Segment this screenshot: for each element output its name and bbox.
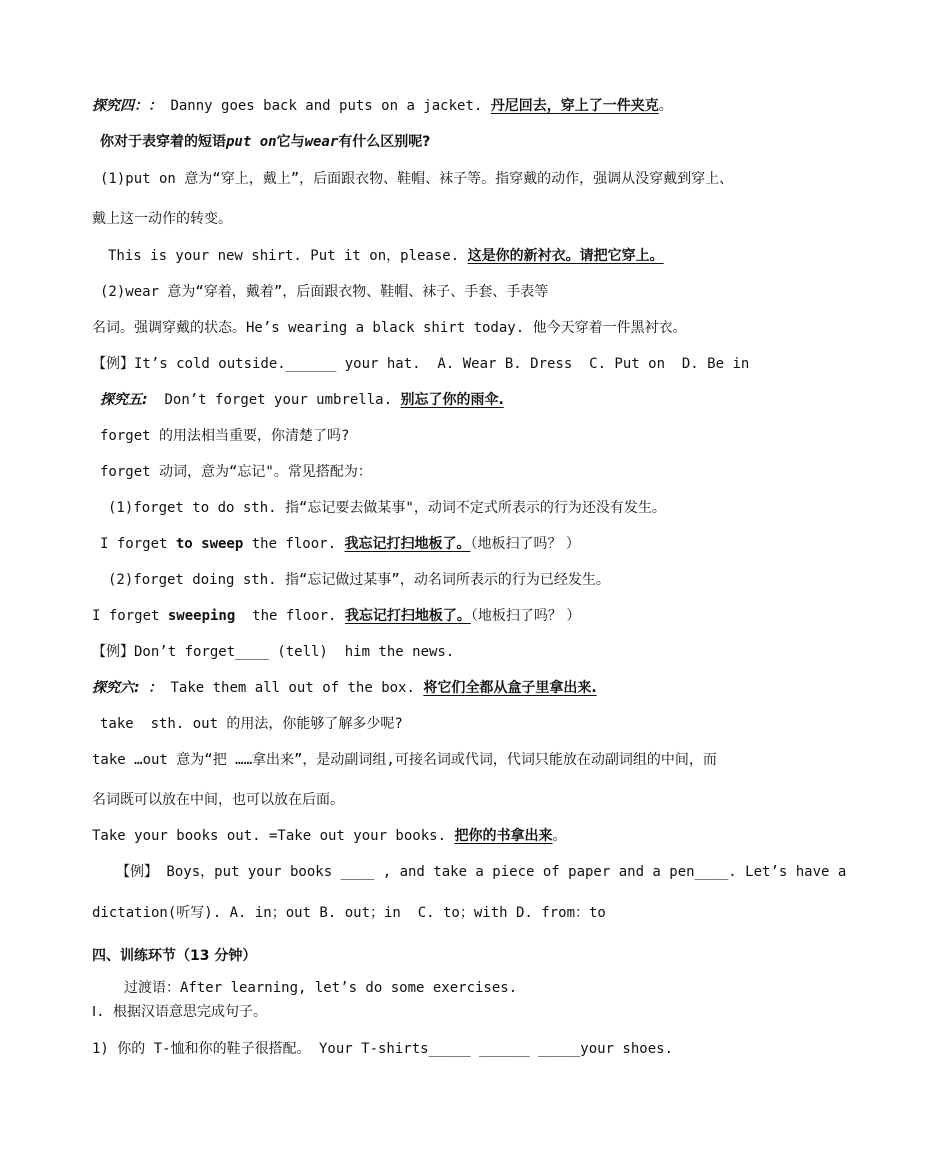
forget-definition: forget 动词，意为“忘记"。常见搭配为： [100, 464, 372, 480]
q1-part-b: put on [226, 134, 277, 150]
put-on-example-cn: 这是你的新衬衣。请把它穿上。 [467, 248, 664, 264]
section-6-label: 探究六: [92, 680, 140, 696]
section-4-line [92, 97, 673, 115]
take-out-example-cn: 把你的书拿出来 [454, 828, 553, 844]
q1-part-d: wear [304, 134, 339, 150]
section-6-translation: 将它们全都从盒子里拿出来. [423, 680, 597, 696]
part-1-instruction: Ⅰ. 根据汉语意思完成句子。 [92, 1004, 267, 1020]
forget-1-ex-note: （地板扫了吗？ ） [470, 536, 580, 552]
forget-1-ex-c: the floor. [243, 536, 345, 552]
q1-part-e: 有什么区别呢? [338, 134, 431, 150]
forget-2-ex-b: sweeping [167, 608, 236, 624]
forget-2-ex-a: I forget [92, 608, 168, 624]
q1-part-c: 它与 [276, 134, 305, 150]
exercise-item-1: 1) 你的 T-恤和你的鞋子很搭配。 Your T-shirts_____ ______ _____your shoes. [92, 1041, 674, 1057]
take-out-definition-line2: 名词既可以放在中间，也可以放在后面。 [92, 792, 344, 808]
section-4-heading: 四、训练环节（13 分钟） [92, 948, 257, 964]
section-5-english: Don’t forget your umbrella. [164, 392, 393, 408]
example-1: 【例】It’s cold outside.______ your hat. A. Wear B. Dress C. Put on D. Be in [92, 356, 750, 372]
forget-usage-2-example [92, 607, 580, 625]
example-3-line2: dictation(听写). A. in；out B. out；in C. to；with D. from：to [92, 905, 606, 921]
transition-line: 过渡语：After learning, let’s do some exercises. [124, 980, 518, 996]
take-out-example-en: Take your books out. =Take out your books. [92, 828, 447, 844]
section-4-end: 。 [658, 98, 673, 114]
put-on-question [100, 133, 430, 151]
wear-definition-line2: 名词。强调穿戴的状态。He’s wearing a black shirt today. 他今天穿着一件黑衬衣。 [92, 320, 687, 336]
forget-1-ex-a: I forget [100, 536, 176, 552]
take-out-example [92, 827, 566, 845]
put-on-example [108, 247, 664, 265]
forget-usage-1-example [100, 535, 580, 553]
section-6-colon: ： [139, 680, 163, 696]
section-4-label: 探究四：： [92, 98, 162, 114]
forget-usage-2: (2)forget doing sth. 指“忘记做过某事”，动名词所表示的行为已经发生。 [108, 572, 610, 588]
take-out-definition-line1: take …out 意为“把 ……拿出来”，是动副词组,可接名词或代词，代词只能放在动副词组的中间，而 [92, 752, 717, 768]
section-4-english: Danny goes back and puts on a jacket. [170, 98, 483, 114]
forget-1-ex-cn: 我忘记打扫地板了。 [344, 536, 471, 552]
section-5-translation: 别忘了你的雨伞. [400, 392, 504, 408]
example-2: 【例】Don’t forget____ (tell) him the news. [92, 644, 455, 660]
section-5-label: 探究五: [100, 392, 148, 408]
section-4-translation: 丹尼回去，穿上了一件夹克 [490, 98, 659, 114]
forget-2-ex-c: the floor. [235, 608, 345, 624]
forget-question: forget 的用法相当重要，你清楚了吗? [100, 428, 350, 444]
example-3-line1: 【例】 Boys，put your books ____ , and take a piece of paper and a pen____. Let’s have a [116, 864, 847, 880]
section-6-line [92, 679, 597, 697]
forget-2-ex-note: （地板扫了吗？ ） [470, 608, 581, 624]
q1-part-a: 你对于表穿着的短语 [100, 134, 226, 150]
put-on-definition-line2: 戴上这一动作的转变。 [92, 211, 232, 227]
forget-usage-1: (1)forget to do sth. 指“忘记要去做某事"，动词不定式所表示的行为还没有发生。 [108, 500, 666, 516]
wear-definition-line1: (2)wear 意为“穿着，戴着”，后面跟衣物、鞋帽、袜子、手套、手表等 [100, 284, 549, 300]
put-on-definition-line1: (1)put on 意为“穿上，戴上”，后面跟衣物、鞋帽、袜子等。指穿戴的动作，强调从没穿戴到穿上、 [100, 171, 734, 187]
section-6-english: Take them all out of the box. [170, 680, 415, 696]
take-out-example-end: 。 [552, 828, 567, 844]
section-5-line [100, 391, 504, 409]
take-out-question: take sth. out 的用法，你能够了解多少呢? [100, 716, 403, 732]
put-on-example-en: This is your new shirt. Put it on，please. [108, 248, 460, 264]
forget-2-ex-cn: 我忘记打扫地板了。 [344, 608, 471, 624]
forget-1-ex-b: to sweep [175, 536, 244, 552]
